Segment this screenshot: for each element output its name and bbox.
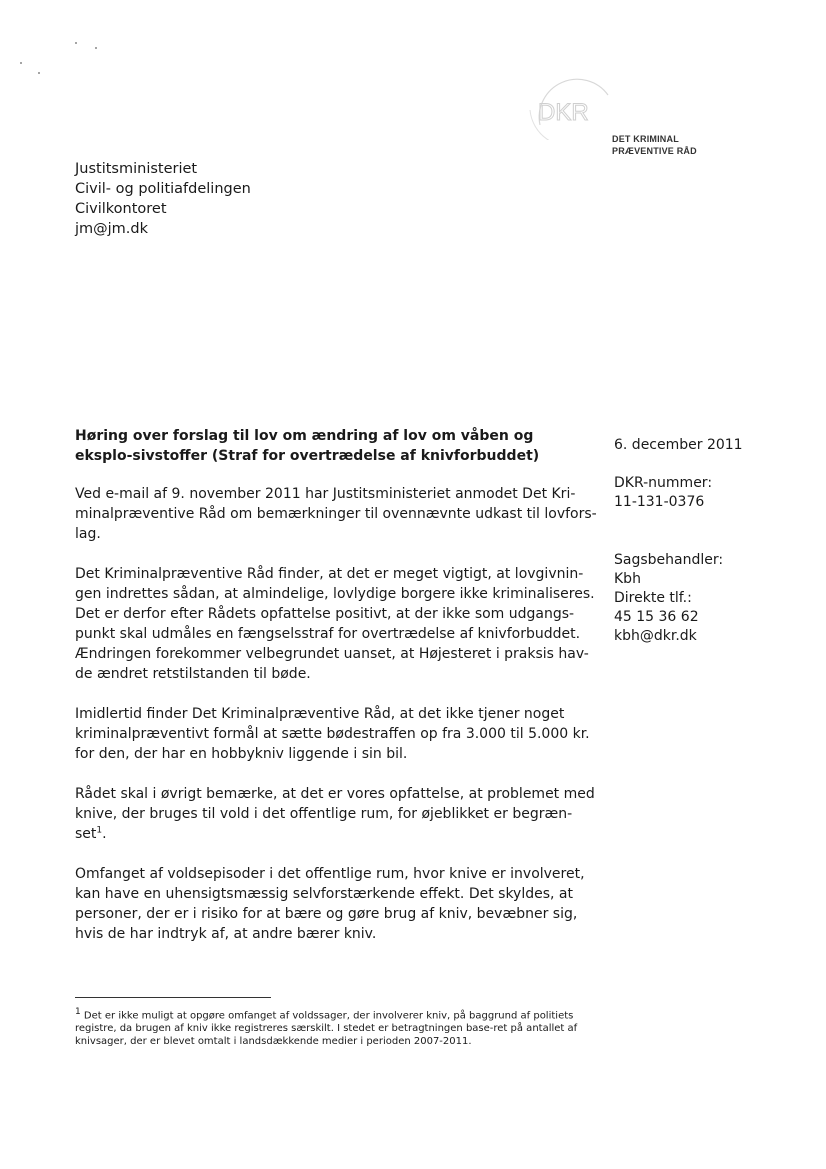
dkr-logo-icon xyxy=(520,70,620,140)
scan-speck xyxy=(38,72,40,74)
body-text: . xyxy=(102,826,107,842)
phone-label: Direkte tlf.: xyxy=(614,590,692,606)
body-paragraph: Omfanget af voldsepisoder i det offentlige rum, hvor knive er involveret, kan have en uhensigtsmæssig selvforstærkende effekt. Det skyldes, at personer, der er i risiko for at bære og gøre brug af kniv, bevæbner sig, hvis de har indtryk af, at andre bærer kniv. xyxy=(75,866,585,942)
handler-label: Sagsbehandler: xyxy=(614,552,724,568)
logo-name-line-2: PRÆVENTIVE RÅD xyxy=(612,146,697,156)
logo-name-line-1: DET KRIMINAL xyxy=(612,134,679,144)
footnote-reference[interactable]: 1 xyxy=(96,825,103,836)
footnote-divider xyxy=(75,997,271,998)
dkr-logo xyxy=(520,70,700,170)
handler-initials: Kbh xyxy=(614,571,641,587)
reference-block xyxy=(614,474,712,512)
handler-email: kbh@dkr.dk xyxy=(614,628,697,644)
letter-body xyxy=(75,484,600,964)
reference-label: DKR-nummer: xyxy=(614,475,713,491)
recipient-address xyxy=(75,159,251,239)
body-paragraph: Det Kriminalpræventive Råd finder, at det er meget vigtigt, at lovgivnin-gen indrettes sådan, at almindelige, lovlydige borgere ikke kriminaliseres. Det er derfor efter Rådets opfattelse positivt, at der ikke som udgangs-punkt skal udmåles en fængselsstraf for overtrædelse af knivforbuddet. Ændringen forekommer velbegrundet uanset, at Højesteret i praksis hav-de ændret retstilstanden til bøde. xyxy=(75,566,595,682)
recipient-department: Civil- og politiafdelingen xyxy=(75,181,251,197)
letter-date: 6. december 2011 xyxy=(614,437,743,453)
phone-number: 45 15 36 62 xyxy=(614,609,699,625)
footnote xyxy=(75,1006,595,1048)
body-paragraph: Ved e-mail af 9. november 2011 har Justitsministeriet anmodet Det Kri-minalpræventive Råd om bemærkninger til ovennævnte udkast til lovfors-lag. xyxy=(75,486,597,542)
letter-subject: Høring over forslag til lov om ændring af lov om våben og eksplo-sivstoffer (Straf for overtrædelse af knivforbuddet) xyxy=(75,428,540,464)
scan-speck xyxy=(20,62,22,64)
body-paragraph xyxy=(75,784,600,844)
recipient-email: jm@jm.dk xyxy=(75,221,149,237)
scan-speck xyxy=(75,42,77,44)
reference-number: 11-131-0376 xyxy=(614,494,705,510)
footnote-number: 1 xyxy=(75,1007,81,1017)
logo-mark: DKR xyxy=(538,99,589,126)
recipient-office: Civilkontoret xyxy=(75,201,167,217)
scan-speck xyxy=(95,47,97,49)
body-text: Rådet skal i øvrigt bemærke, at det er vores opfattelse, at problemet med knive, der bruges til vold i det offentlige rum, for øjeblikket er begræn-set xyxy=(75,786,595,842)
footnote-text: Det er ikke muligt at opgøre omfanget af voldssager, der involverer kniv, på baggrund af politiets registre, da brugen af kniv ikke registreres særskilt. I stedet er betragtningen base-ret på antallet af knivsager, der er blevet omtalt i landsdækkende medier i perioden 2007-2011. xyxy=(75,1010,578,1048)
recipient-name: Justitsministeriet xyxy=(75,161,198,177)
body-paragraph: Imidlertid finder Det Kriminalpræventive Råd, at det ikke tjener noget kriminalpræventivt formål at sætte bødestraffen op fra 3.000 til 5.000 kr. for den, der har en hobbykniv liggende i sin bil. xyxy=(75,706,590,762)
handler-block xyxy=(614,551,723,646)
